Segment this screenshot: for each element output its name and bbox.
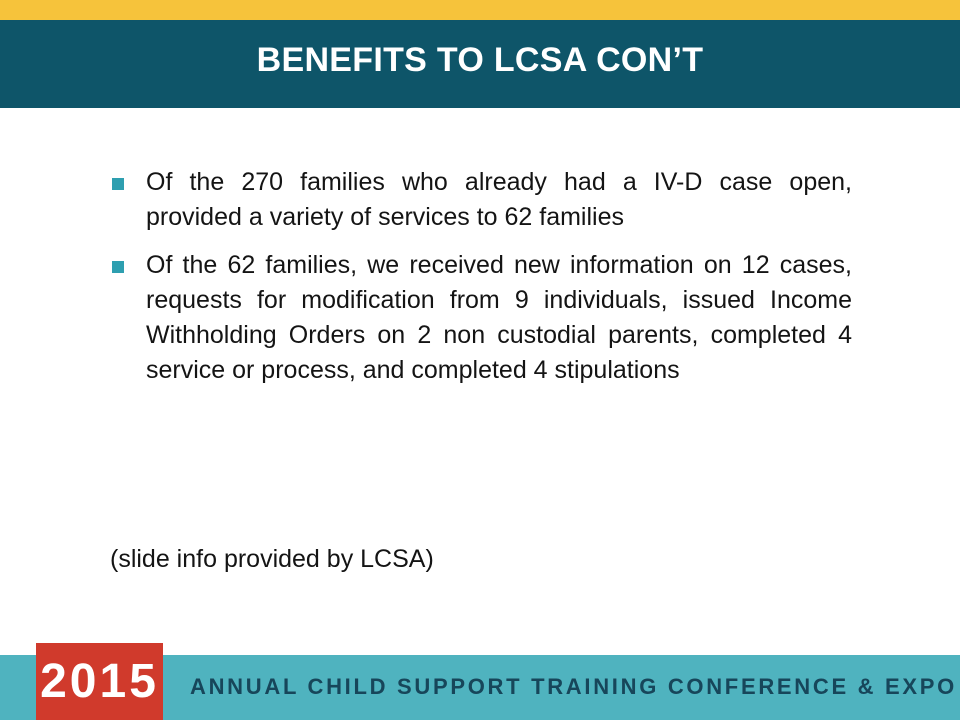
slide-title: BENEFITS TO LCSA CON’T [256, 40, 704, 79]
source-note: (slide info provided by LCSA) [110, 545, 434, 573]
square-bullet-icon [112, 178, 124, 190]
bullet-item [112, 248, 852, 388]
year-text: 2015 [40, 655, 159, 708]
square-bullet-icon [112, 261, 124, 273]
bullet-text: Of the 270 families who already had a IV-D case open, provided a variety of services to 62 families [146, 168, 852, 231]
top-accent-stripe [0, 0, 960, 20]
bullet-item [112, 165, 852, 235]
year-badge [36, 643, 163, 720]
title-bar [0, 20, 960, 108]
bullet-list [112, 165, 852, 401]
bullet-text: Of the 62 families, we received new information on 12 cases, requests for modification from 9 individuals, issued Income Withholding Orders on 2 non custodial parents, completed 4 service or process, and completed 4 stipulations [146, 251, 852, 384]
conference-name: ANNUAL CHILD SUPPORT TRAINING CONFERENCE & EXPO [190, 674, 957, 699]
